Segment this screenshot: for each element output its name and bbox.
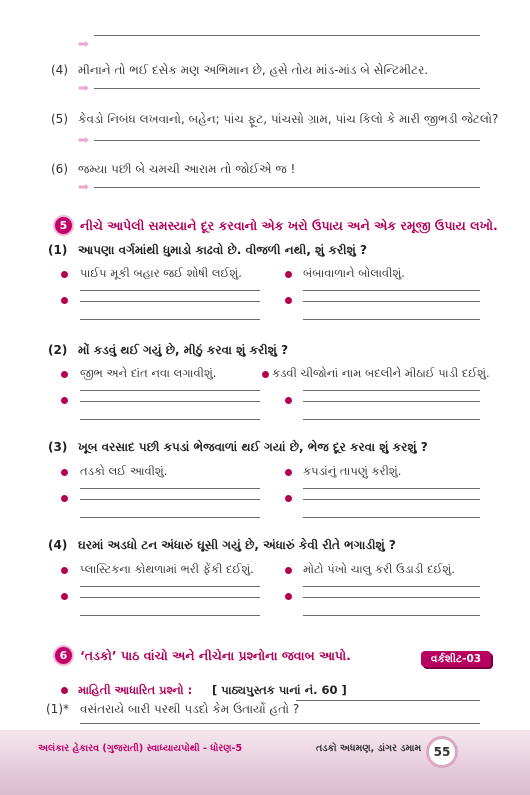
answer-line — [80, 499, 260, 500]
answer-line — [303, 597, 480, 598]
answer-line — [80, 586, 260, 587]
answer-text: કડવી ચીજોનાં નામ બદલીને મીઠાઈ પાડી દઈશું. — [272, 366, 490, 380]
question-number: (3) — [48, 440, 68, 454]
bullet-icon — [61, 495, 68, 502]
footer-book-title: અલંકાર હેકારવ (ગુજરાતી) સ્વાધ્યાયપોથી - ધોરણ-5 — [38, 743, 243, 754]
answer-line — [303, 488, 480, 489]
bullet-icon — [285, 397, 292, 404]
arrow-icon: ➡ — [78, 180, 89, 195]
answer-line — [80, 419, 260, 420]
answer-line — [303, 290, 480, 291]
arrow-icon: ➡ — [78, 37, 89, 52]
question-text: મોં કડવું થઈ ગયું છે, મીઠું કરવા શું કરીશું ? — [78, 343, 289, 357]
answer-line — [303, 517, 480, 518]
question-number: (1)* — [46, 702, 69, 716]
bullet-icon — [61, 567, 68, 574]
section-title: ‘તડકો’ પાઠ વાંચો અને નીચેના પ્રશ્નોના જવાબ આપો. — [80, 648, 351, 663]
answer-line — [80, 615, 260, 616]
bullet-icon — [61, 297, 68, 304]
answer-line — [80, 290, 260, 291]
footer-lesson-title: તડકો અધમણ, ડાંગર ડમામ — [316, 743, 422, 754]
section-number-badge: 6 — [53, 645, 74, 666]
answer-line — [80, 597, 260, 598]
answer-line — [94, 88, 480, 89]
arrow-icon: ➡ — [78, 133, 89, 148]
answer-line — [303, 301, 480, 302]
answer-line — [303, 419, 480, 420]
item-number: (6) — [51, 162, 68, 176]
answer-line — [303, 586, 480, 587]
question-number: (4) — [48, 538, 68, 552]
answer-line — [80, 319, 260, 320]
bullet-icon — [262, 371, 269, 378]
question-text: આપણા વર્ગમાંથી ધુમાડો કાઢવો છે. વીજળી નથી, શું કરીશું ? — [78, 243, 367, 257]
answer-line — [303, 401, 480, 402]
bullet-icon — [61, 271, 68, 278]
item-text: જમ્યા પછી બે ચમચી આરામ તો જોઈએ જ ! — [78, 162, 296, 176]
item-number: (5) — [51, 112, 68, 126]
bullet-icon — [285, 495, 292, 502]
question-text: વસંતરાયે બારી પરથી પડદો કેમ ઉતાર્યો હતો ? — [80, 702, 300, 716]
answer-text: પ્લાસ્ટિકના કોથળામાં ભરી ફેંકી દઈશું. — [80, 562, 254, 576]
section-number-badge: 5 — [53, 215, 74, 236]
bullet-icon — [285, 593, 292, 600]
bullet-icon — [61, 593, 68, 600]
question-text: ઘરમાં અડધો ટન અંધારું ઘૂસી ગયું છે, અંધારું કેવી રીતે ભગાડીશું ? — [78, 538, 396, 552]
bullet-icon — [285, 297, 292, 304]
answer-text: પાઈપ મૂકી બહાર જઈ શોષી લઈશું. — [80, 266, 242, 280]
answer-line — [296, 700, 480, 701]
bullet-icon — [61, 687, 68, 694]
question-text: ખૂબ વરસાદ પછી કપડાં ભેજવાળાં થઈ ગયાં છે, ભેજ દૂર કરવા શું કરશું ? — [78, 440, 428, 454]
answer-text: બંબાવાળાને બોલાવીશું. — [303, 266, 405, 280]
item-text: મીનાને તો ભઈ દસેક મણ અભિમાન છે, હસે તોય માંડ-માંડ બે સેન્ટિમીટર. — [78, 63, 429, 77]
bullet-icon — [285, 567, 292, 574]
bullet-icon — [61, 371, 68, 378]
worksheet-badge: વર્કશીટ-03 — [421, 651, 491, 667]
bullet-icon — [61, 397, 68, 404]
answer-line — [80, 488, 260, 489]
answer-line — [80, 390, 260, 391]
bullet-icon — [285, 469, 292, 476]
answer-line — [94, 35, 480, 36]
answer-line — [80, 517, 260, 518]
answer-text: મોટો પંખો ચાલુ કરી ઉડાડી દઈશું. — [303, 562, 455, 576]
bullet-icon — [61, 469, 68, 476]
section-title: નીચે આપેલી સમસ્યાને દૂર કરવાનો એક ખરો ઉપાય અને એક રમૂજી ઉપાય લખો. — [80, 218, 498, 233]
question-number: (2) — [48, 343, 68, 357]
answer-line — [94, 187, 480, 188]
arrow-icon: ➡ — [78, 81, 89, 96]
answer-line — [80, 301, 260, 302]
item-text: કેવડો નિબંધ લખવાનો, બહેન; પાંચ ફૂટ, પાંચસો ગ્રામ, પાંચ કિલો કે મારી જીભડી જેટલો? — [78, 112, 499, 126]
answer-line — [80, 401, 260, 402]
item-number: (4) — [51, 63, 68, 77]
page-number: 55 — [426, 736, 458, 768]
question-number: (1) — [48, 243, 68, 257]
answer-line — [303, 390, 480, 391]
answer-line — [80, 723, 480, 724]
answer-line — [303, 319, 480, 320]
subhead-label: માહિતી આધારિત પ્રશ્નો : — [78, 683, 193, 697]
answer-line — [94, 140, 480, 141]
answer-text: તડકો લઈ આવીશું. — [80, 464, 168, 478]
subhead-reference: [ પાઠ્યપુસ્તક પાનાં નં. 60 ] — [212, 683, 347, 697]
answer-text: કપડાંનું તાપણું કરીશું. — [303, 464, 402, 478]
bullet-icon — [285, 271, 292, 278]
answer-line — [303, 499, 480, 500]
answer-line — [303, 615, 480, 616]
answer-text: જીભ અને દાંત નવા લગાવીશું. — [80, 366, 217, 380]
